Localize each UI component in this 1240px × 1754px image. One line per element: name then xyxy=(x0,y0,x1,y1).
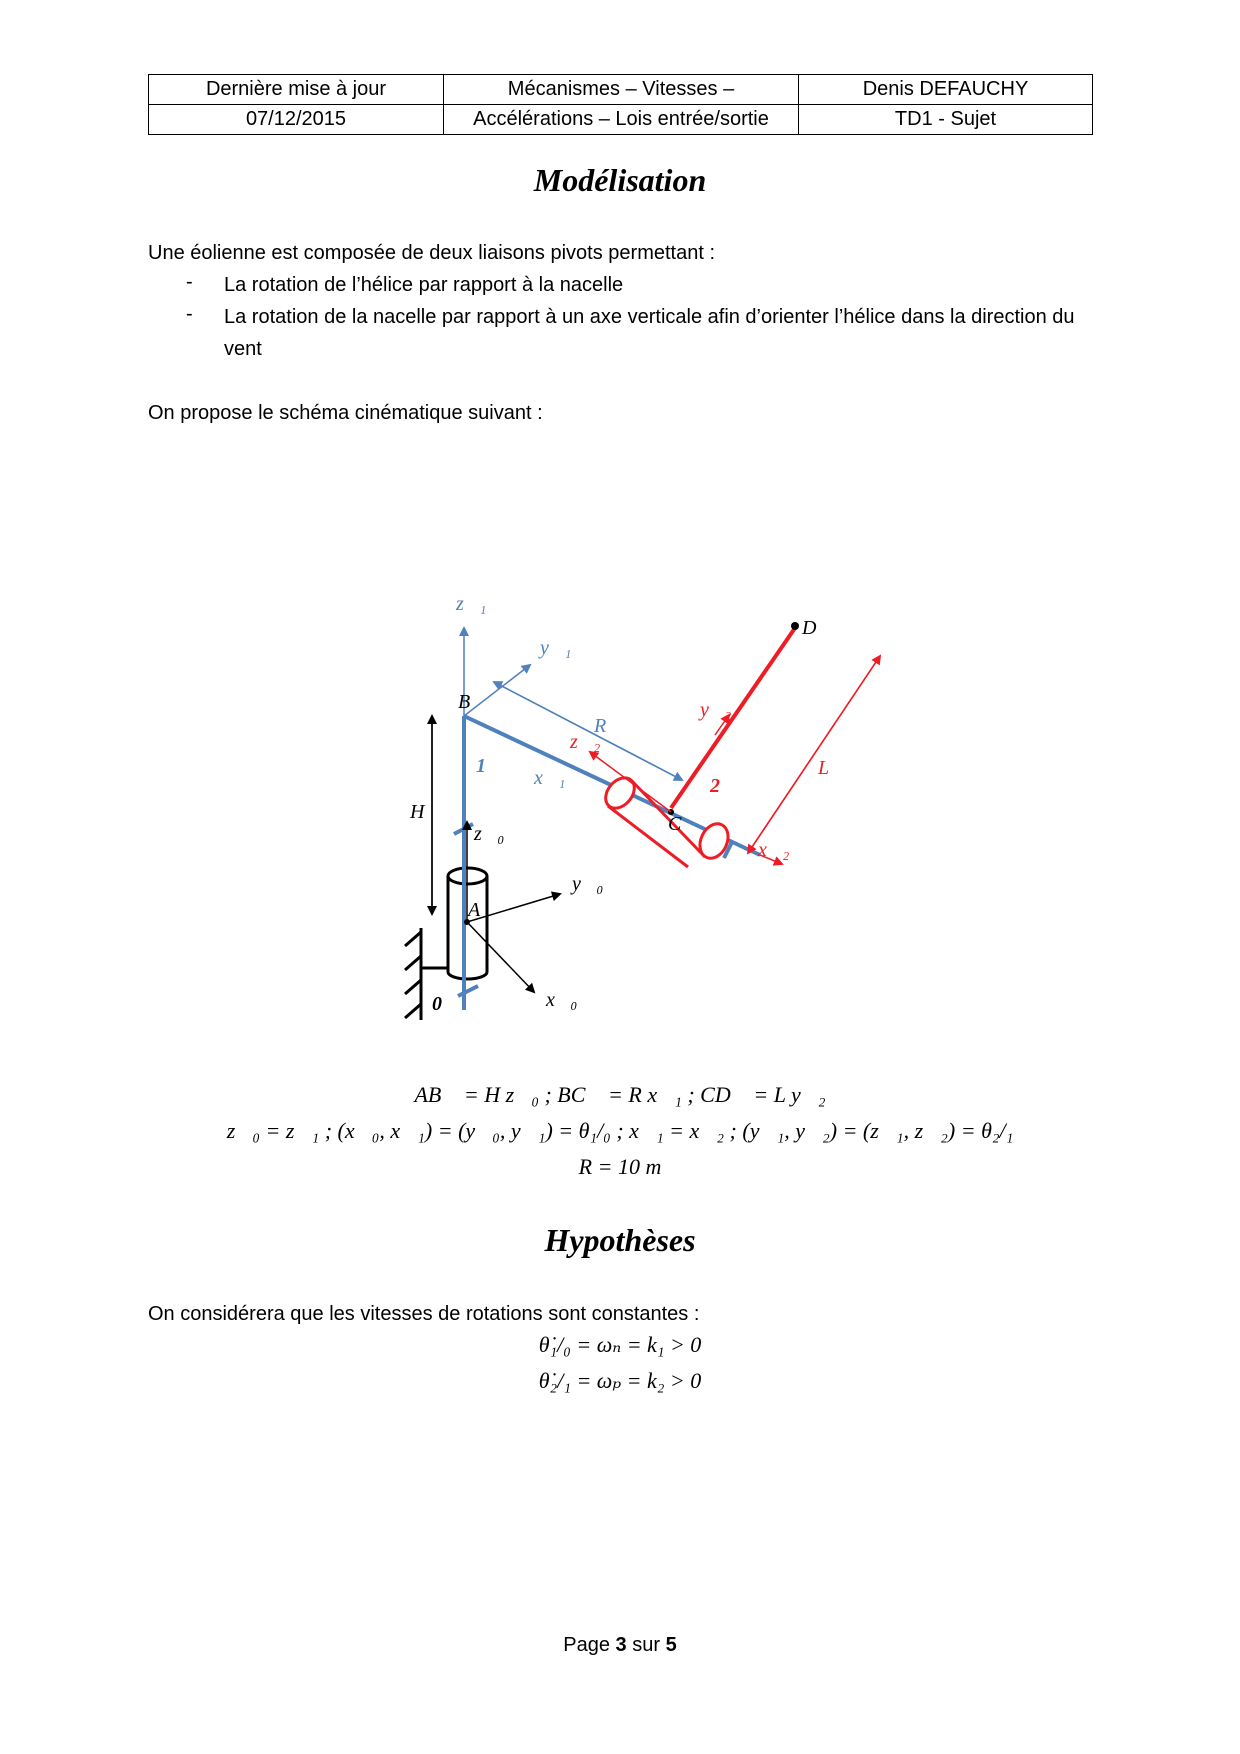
bullet-marker: - xyxy=(186,303,193,325)
label-part1: 1 xyxy=(476,755,486,777)
label-y2: y⃗₂ xyxy=(700,699,732,721)
label-L: L xyxy=(818,757,830,779)
footer-total-pages: 5 xyxy=(665,1634,677,1656)
section-title-modelisation: Modélisation xyxy=(533,162,707,198)
equation-vectors: AB⃗ = H z⃗₀ ; BC⃗ = R x⃗₁ ; CD⃗ = L y⃗₂ xyxy=(414,1082,826,1107)
header-doc-id: TD1 - Sujet xyxy=(799,105,1093,135)
label-y0: y⃗₀ xyxy=(572,873,604,895)
label-A: A xyxy=(468,899,481,921)
label-x0: x⃗₀ xyxy=(546,989,578,1011)
bullet-marker: - xyxy=(186,271,193,293)
label-z1: z⃗₁ xyxy=(456,593,487,615)
equation-theta21: θ̇₂/₁ = ωₚ = k₂ > 0 xyxy=(538,1368,702,1393)
equation-angles: z⃗₀ = z⃗₁ ; (x⃗₀, x⃗₁) = (y⃗₀, y⃗₁) = θ₁/₀ ; x⃗₁ = x⃗₂ ; (y⃗₁, y⃗₂) = (z⃗₁, z⃗₂) = θ₂/₁ xyxy=(226,1118,1014,1143)
header-author: Denis DEFAUCHY xyxy=(799,75,1093,105)
point-D xyxy=(791,622,799,630)
footer-current-page: 3 xyxy=(615,1634,627,1656)
label-part0: 0 xyxy=(432,993,442,1015)
label-z0: z⃗₀ xyxy=(474,823,505,845)
label-B: B xyxy=(458,691,471,713)
label-y1: y⃗₁ xyxy=(540,637,572,659)
equation-theta10: θ̇₁/₀ = ωₙ = k₁ > 0 xyxy=(538,1332,702,1357)
frame-1-arrows xyxy=(464,628,530,716)
section-title-hypotheses: Hypothèses xyxy=(544,1222,696,1258)
part1-shaft xyxy=(454,716,760,1010)
header-update-label: Dernière mise à jour xyxy=(149,75,444,105)
header-subject-line1: Mécanismes – Vitesses – xyxy=(444,75,799,105)
bullet-item-1: La rotation de l’hélice par rapport à la nacelle xyxy=(224,274,624,296)
page-footer xyxy=(0,1634,1240,1657)
label-part2: 2 xyxy=(710,775,720,797)
part2-blade xyxy=(671,628,795,808)
label-x1: x⃗₁ xyxy=(534,767,566,789)
hypotheses-intro: On considérera que les vitesses de rotations sont constantes : xyxy=(148,1303,700,1325)
label-z2: z⃗₂ xyxy=(570,731,601,753)
frame-0-arrows xyxy=(467,822,560,992)
schema-intro-text: On propose le schéma cinématique suivant : xyxy=(148,402,543,424)
footer-page-word: Page xyxy=(563,1634,610,1656)
label-D: D xyxy=(802,617,817,639)
label-x2: x⃗₂ xyxy=(758,839,790,861)
header-date: 07/12/2015 xyxy=(149,105,444,135)
bullet-item-2: La rotation de la nacelle par rapport à un axe verticale afin d’orienter l’hélice dans la direction du vent xyxy=(224,306,1075,360)
label-R: R xyxy=(594,715,607,737)
header-subject-line2: Accélérations – Lois entrée/sortie xyxy=(444,105,799,135)
label-H: H xyxy=(410,801,425,823)
dimension-L xyxy=(748,656,880,853)
equation-radius: R = 10 m xyxy=(578,1154,662,1179)
label-C: C xyxy=(668,813,682,835)
footer-of-word: sur xyxy=(632,1634,661,1656)
intro-text: Une éolienne est composée de deux liaisons pivots permettant : xyxy=(148,242,716,264)
